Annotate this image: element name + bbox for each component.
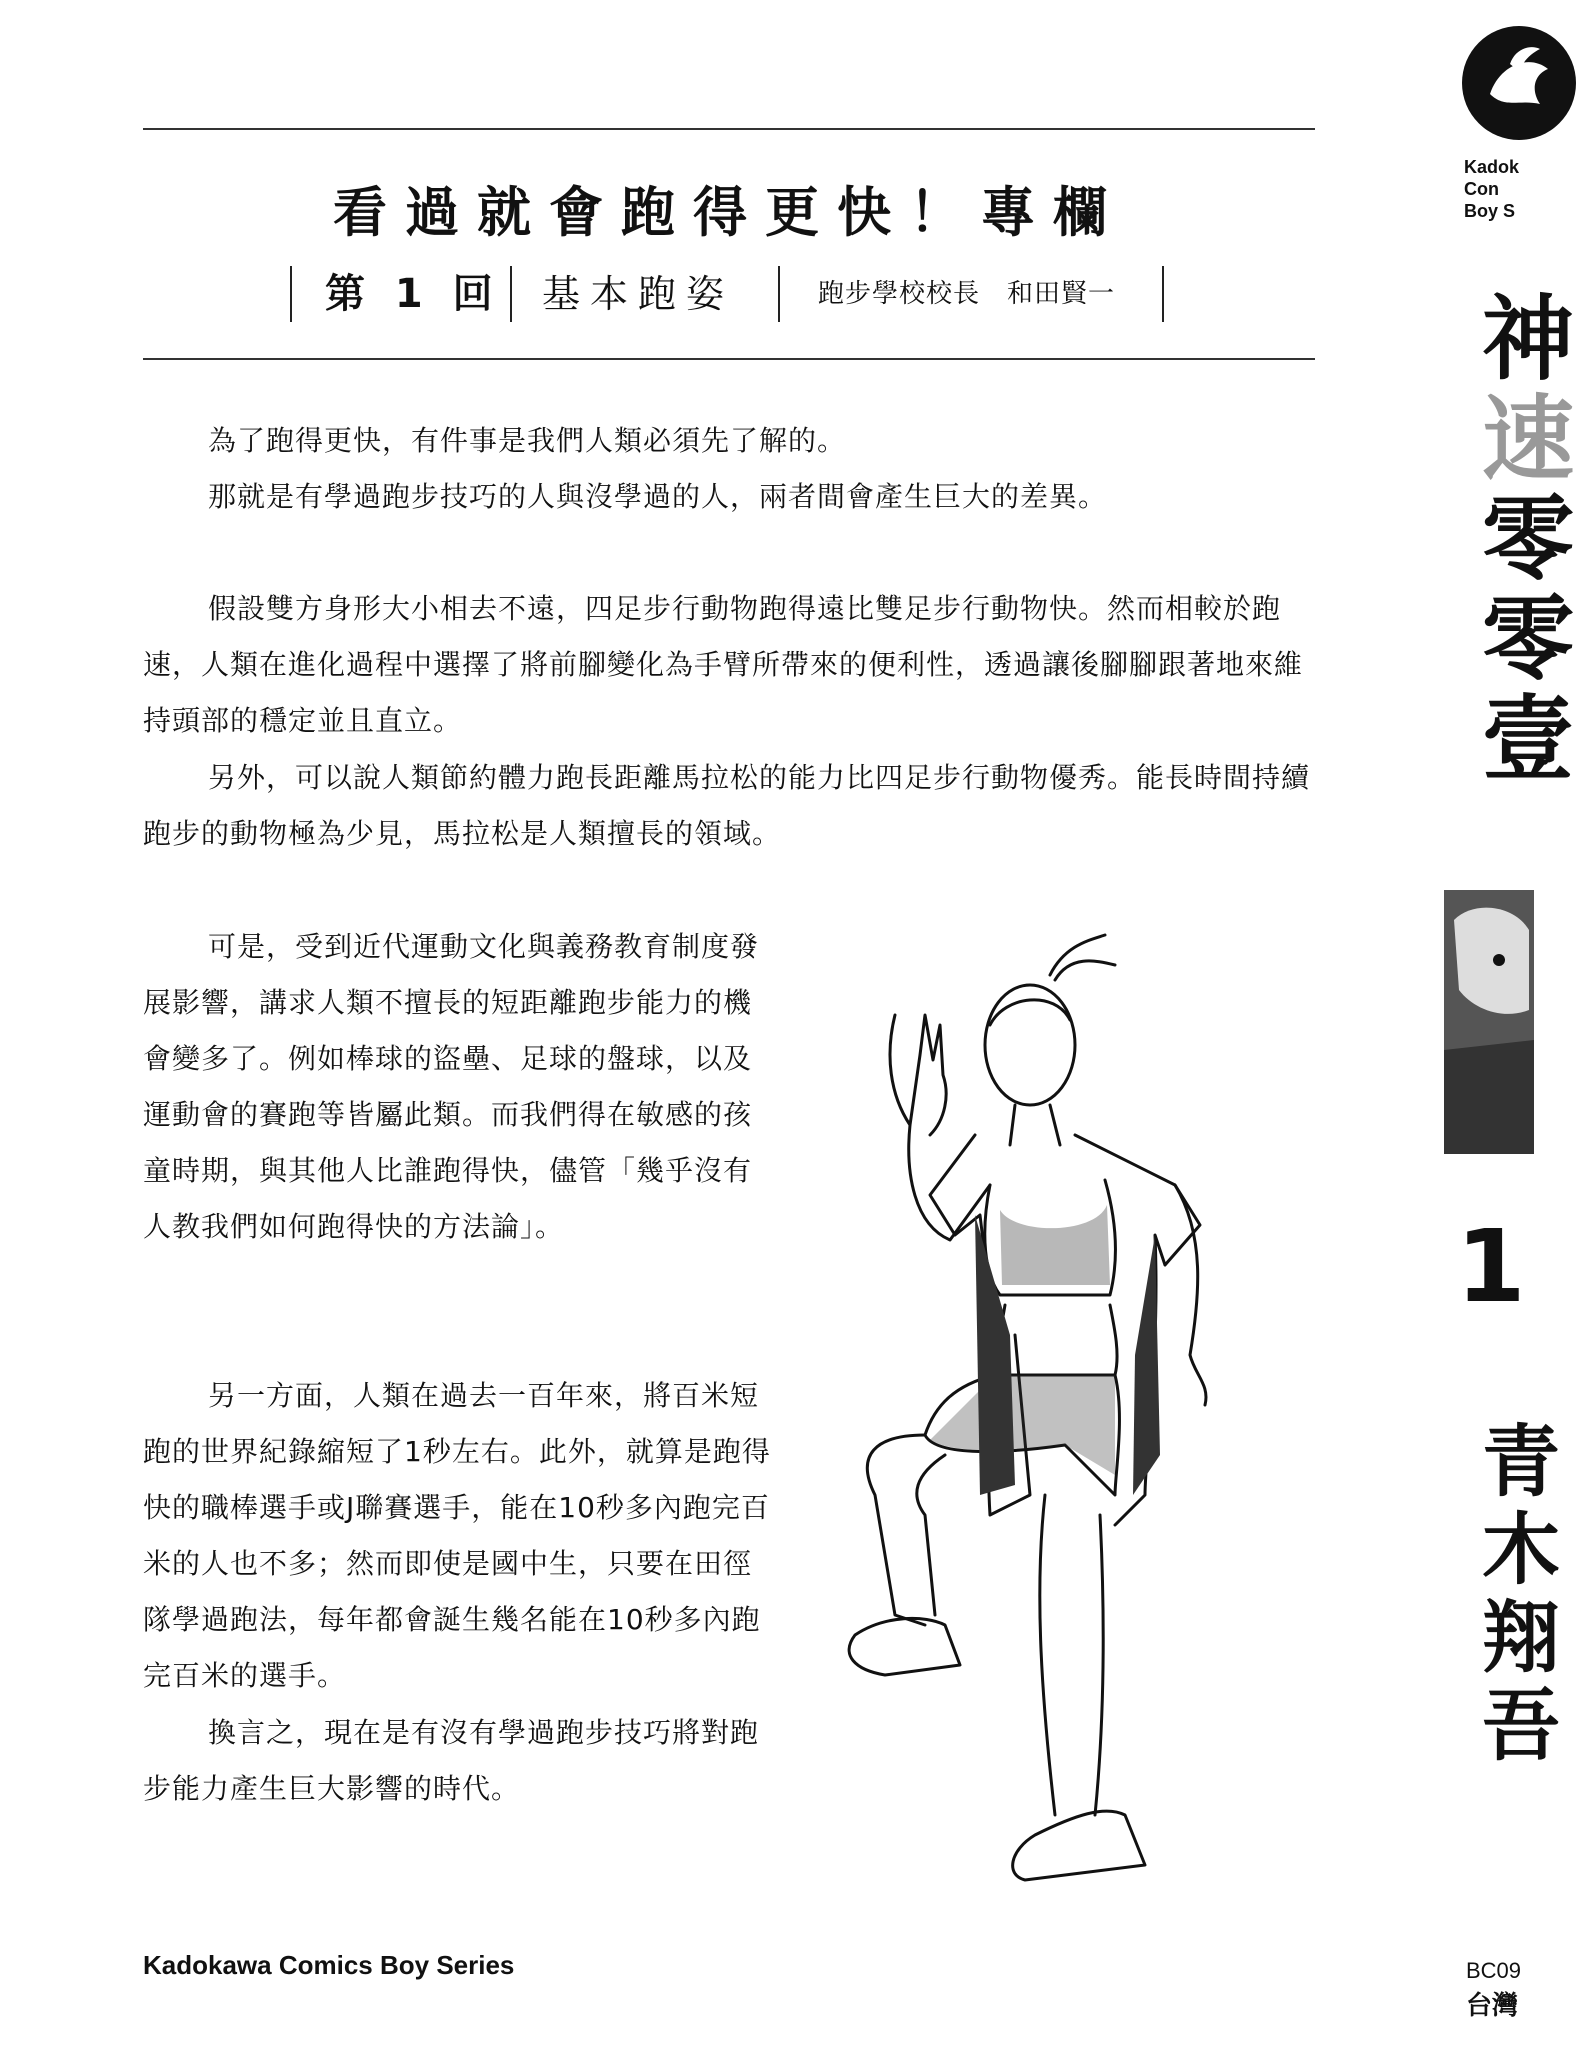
spine-title-char: 速 — [1467, 390, 1574, 490]
volume-number: 1 — [1456, 1208, 1526, 1325]
paragraph-7: 換言之，現在是有沒有學過跑步技巧將對跑步能力產生巨大影響的時代。 — [143, 1716, 760, 1805]
paragraph-3: 假設雙方身形大小相去不遠，四足步行動物跑得遠比雙足步行動物快。然而相較於跑速，人類在進化過程中選擇了將前腳變化為手臂所帶來的便利性，透過讓後腳腳跟著地來維持頭部的穩定並且直立。 — [143, 592, 1304, 737]
paragraph-5: 可是，受到近代運動文化與義務教育制度發展影響，講求人類不擅長的短距離跑步能力的機會變多了。例如棒球的盜壘、足球的盤球，以及運動會的賽跑等皆屬此類。而我們得在敏感的孩童時期，與其他人比誰跑得快，儘管「幾乎沒有人教我們如何跑得快的方法論」。 — [143, 930, 760, 1243]
spine-title — [1454, 290, 1586, 790]
topic-label: 基本跑姿 — [542, 272, 735, 316]
paragraph-1: 為了跑得更快，有件事是我們人類必須先了解的。 — [208, 424, 847, 457]
paragraph-4: 另外，可以說人類節約體力跑長距離馬拉松的能力比四足步行動物優秀。能長時間持續跑步的動物極為少見，馬拉松是人類擅長的領域。 — [143, 761, 1311, 850]
runner-illustration — [815, 935, 1305, 1935]
paragraph-2: 那就是有學過跑步技巧的人與沒學過的人，兩者間會產生巨大的差異。 — [208, 480, 1108, 513]
divider — [1162, 266, 1164, 322]
publisher-logo-icon — [1460, 24, 1578, 142]
divider — [778, 266, 780, 322]
spine-author: 青木翔吾 — [1469, 1420, 1559, 1772]
paragraph-6: 另一方面，人類在過去一百年來，將百米短跑的世界紀錄縮短了1秒左右。此外，就算是跑得快的職棒選手或J聯賽選手，能在10秒多內跑完百米的人也不多；然而即使是國中生，只要在田徑隊學過跑法，每年都會誕生幾名能在10秒多內跑完百米的選手。 — [143, 1379, 771, 1692]
series-label: Kadok Con Boy S — [1464, 157, 1520, 221]
episode-label: 第 1 回 — [325, 271, 501, 317]
book-code: BC09 — [1466, 1958, 1522, 1983]
spine-title-char: 零零 — [1467, 490, 1574, 690]
divider — [510, 266, 512, 322]
footer-series-name: Kadokawa Comics Boy Series — [143, 1950, 515, 1980]
spine-title-char: 神 — [1467, 290, 1574, 390]
bottom-rule — [143, 358, 1315, 360]
divider — [290, 266, 292, 322]
region-label: 台灣 — [1466, 1991, 1519, 2021]
spine-sidebar — [1440, 0, 1574, 2048]
spine-title-char: 壹 — [1467, 690, 1574, 790]
cover-thumbnail — [1444, 890, 1534, 1154]
column-title: 看過就會跑得更快！專欄 — [333, 181, 1125, 244]
author-label: 跑步學校校長 和田賢一 — [818, 279, 1116, 309]
top-rule — [143, 128, 1315, 130]
